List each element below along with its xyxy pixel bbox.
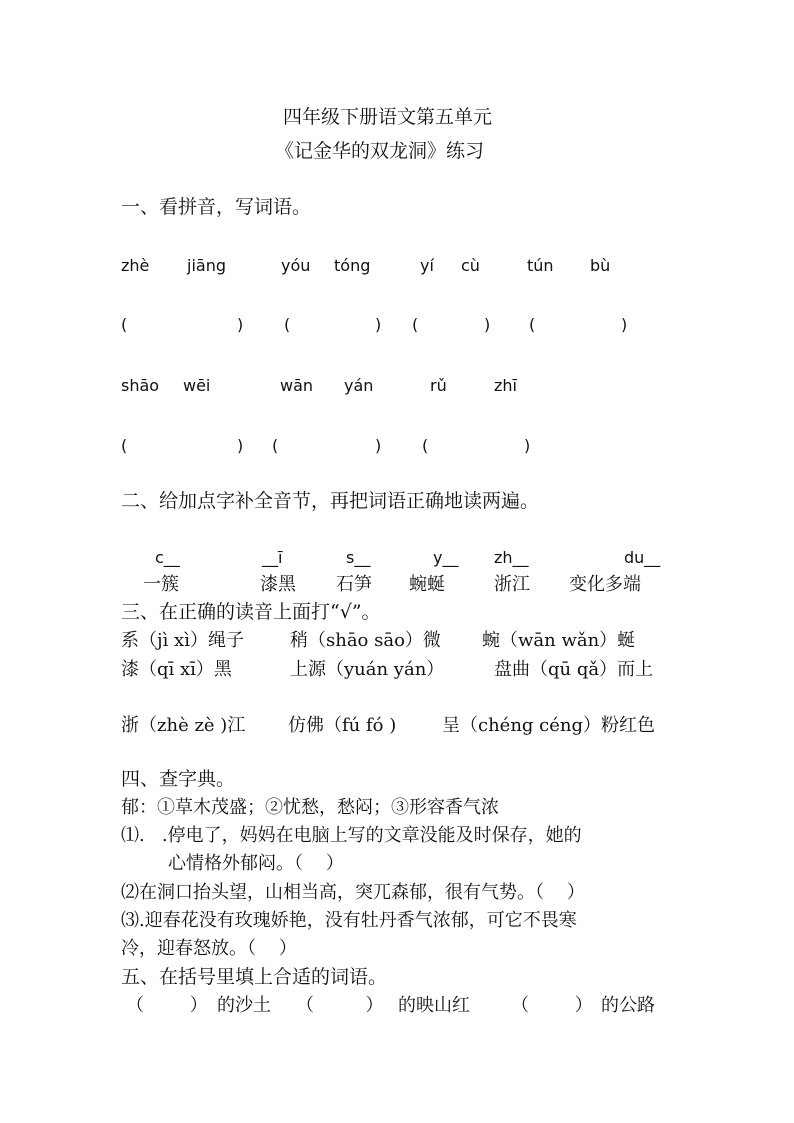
dotted-word: 石笋 (336, 574, 372, 595)
answer-blank[interactable]: ( (422, 436, 429, 455)
syllable-blank[interactable]: c__ (155, 548, 180, 567)
fill-blank[interactable]: （ ） (511, 995, 593, 1016)
answer-blank-close: ) (375, 315, 382, 334)
reading-choice[interactable]: 系（jì xì）绳子 (121, 630, 244, 651)
reading-choice[interactable]: 仿佛（fú fó ) (288, 715, 397, 736)
reading-choice[interactable]: 蜿（wān wǎn）蜒 (482, 630, 636, 651)
section-5-heading: 五、在括号里填上合适的词语。 (121, 966, 388, 988)
reading-choice[interactable]: 漆（qī xī）黑 (121, 659, 232, 680)
reading-choice[interactable]: 上源（yuán yán） (290, 659, 445, 680)
answer-blank[interactable]: ( (121, 315, 128, 334)
page-title: 四年级下册语文第五单元 (283, 106, 493, 128)
pinyin: shāo (121, 376, 160, 395)
answer-blank[interactable]: ( (529, 315, 536, 334)
question-3: ⑶.迎春花没有玫瑰娇艳，没有牡丹香气浓郁，可它不畏寒 (121, 910, 577, 931)
syllable-blank[interactable]: du__ (624, 548, 661, 567)
answer-blank-close: ) (237, 315, 244, 334)
section-3-heading: 三、在正确的读音上面打“√”。 (121, 601, 381, 623)
fill-blank-phrase: 的沙土 (217, 995, 271, 1016)
answer-blank[interactable]: ( (272, 436, 279, 455)
pinyin: yóu (281, 256, 311, 275)
dotted-word: 漆黑 (260, 574, 296, 595)
pinyin: wēi (183, 376, 211, 395)
reading-choice[interactable]: 呈（chéng céng）粉红色 (442, 715, 656, 736)
answer-blank-close: ) (375, 436, 382, 455)
section-2-heading: 二、给加点字补全音节，再把词语正确地读两遍。 (121, 490, 540, 512)
syllable-blank[interactable]: __ī (262, 548, 283, 567)
syllable-blank[interactable]: y__ (433, 548, 459, 567)
pinyin: wān (280, 376, 314, 395)
answer-blank-close: ) (621, 315, 628, 334)
reading-choice[interactable]: 盘曲（qū qǎ）而上 (494, 659, 654, 680)
pinyin: cù (461, 256, 480, 275)
section-4-heading: 四、查字典。 (121, 768, 236, 790)
pinyin: tún (527, 256, 554, 275)
answer-blank[interactable]: ( (121, 436, 128, 455)
dotted-word: 蜿蜒 (409, 574, 445, 595)
answer-blank[interactable]: ( (412, 315, 419, 334)
section-1-heading: 一、看拼音，写词语。 (121, 196, 312, 218)
syllable-blank[interactable]: s__ (346, 548, 371, 567)
dictionary-definition: 郁：①草木茂盛；②忧愁，愁闷；③形容香气浓 (121, 797, 499, 818)
pinyin: zhè (121, 256, 150, 275)
reading-choice[interactable]: 稍（shāo sāo）微 (290, 630, 441, 651)
answer-blank-close: ) (484, 315, 491, 334)
answer-blank-close: ) (524, 436, 531, 455)
question-2: ⑵在洞口抬头望，山相当高，突兀森郁，很有气势。（ ） (121, 882, 585, 903)
fill-blank-phrase: 的公路 (601, 995, 655, 1016)
reading-choice[interactable]: 浙（zhè zè )江 (121, 715, 246, 736)
question-3-cont: 冷，迎春怒放。（ ） (121, 938, 297, 959)
pinyin: yán (344, 376, 374, 395)
pinyin: bù (590, 256, 611, 275)
dotted-word: 一簇 (143, 574, 179, 595)
fill-blank[interactable]: （ ） (126, 995, 208, 1016)
dotted-word: 浙江 (494, 574, 530, 595)
syllable-blank[interactable]: zh__ (494, 548, 529, 567)
pinyin: tóng (334, 256, 371, 275)
pinyin: zhī (494, 376, 517, 395)
answer-blank-close: ) (237, 436, 244, 455)
fill-blank-phrase: 的映山红 (398, 995, 470, 1016)
pinyin: rǔ (430, 376, 447, 395)
pinyin: yí (420, 256, 434, 275)
pinyin: jiāng (187, 256, 226, 275)
answer-blank[interactable]: ( (284, 315, 291, 334)
fill-blank[interactable]: （ ） (296, 995, 384, 1016)
question-1-cont: 心情格外郁闷。（ ） (168, 853, 344, 874)
dotted-word: 变化多端 (569, 574, 641, 595)
question-1: ⑴. .停电了，妈妈在电脑上写的文章没能及时保存，她的 (121, 825, 582, 846)
page-subtitle: 《记金华的双龙洞》练习 (275, 140, 485, 162)
